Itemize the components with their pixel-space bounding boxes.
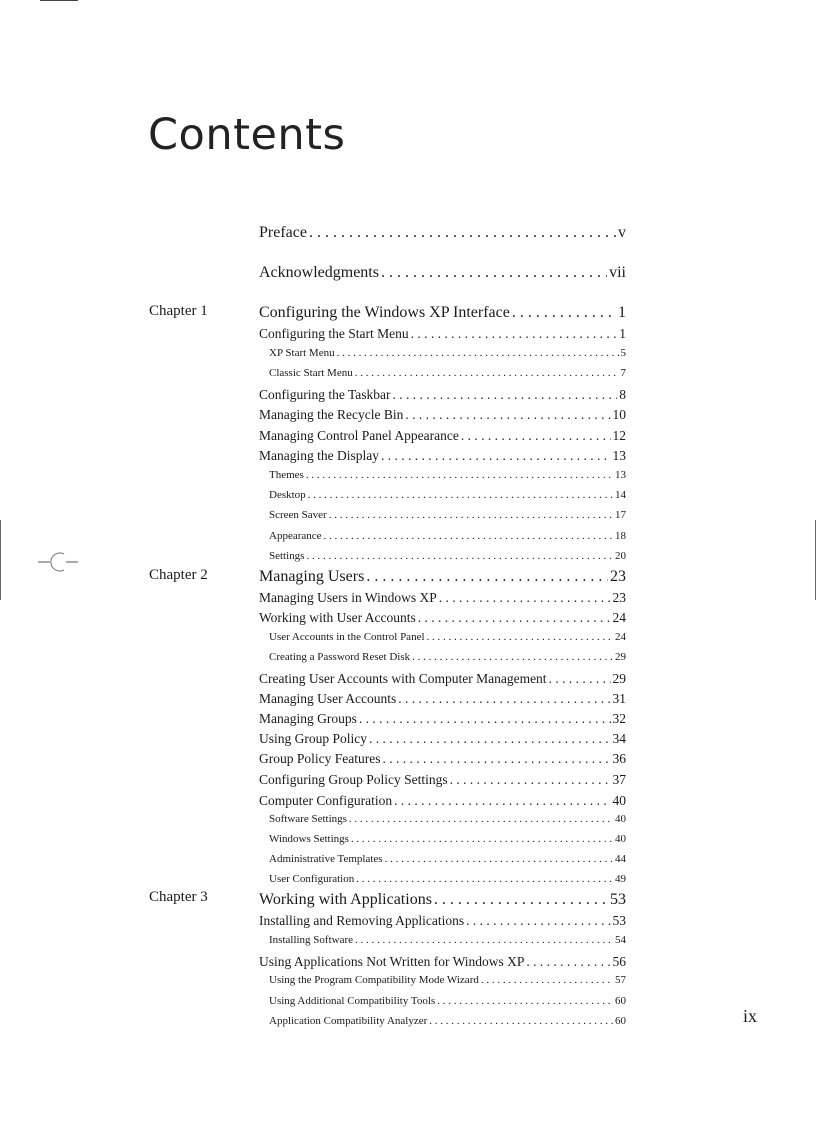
toc-entry-page: 18 xyxy=(615,530,626,542)
dot-leader xyxy=(366,568,608,586)
toc-entry-page: 40 xyxy=(615,833,626,845)
toc-entry xyxy=(259,934,626,946)
dot-leader xyxy=(437,995,613,1007)
chapter-2-label: Chapter 2 xyxy=(149,567,208,583)
dot-leader xyxy=(526,954,610,970)
toc-entry-title: Working with User Accounts xyxy=(259,610,416,625)
toc-entry xyxy=(259,367,626,379)
toc-entry-title: User Configuration xyxy=(269,873,355,885)
toc-entry-page: 1 xyxy=(618,304,626,321)
toc-entry-page: 1 xyxy=(619,326,626,341)
toc-entry-title: Windows Settings xyxy=(269,833,349,845)
dot-leader xyxy=(306,469,613,481)
dot-leader xyxy=(309,224,616,242)
dot-leader xyxy=(461,428,611,444)
toc-entry-title: Appearance xyxy=(269,530,322,542)
toc-entry xyxy=(259,550,626,562)
toc-entry-page: 13 xyxy=(612,448,626,463)
dot-leader xyxy=(355,934,613,946)
toc-entry xyxy=(259,469,626,481)
toc-entry-page: vii xyxy=(609,264,626,281)
toc-entry-page: 37 xyxy=(612,772,626,787)
toc-entry-page: 44 xyxy=(615,853,626,865)
toc-entry-title: Acknowledgments xyxy=(259,264,379,281)
dot-leader xyxy=(439,590,611,606)
toc-entry-page: 53 xyxy=(610,891,626,908)
dot-leader xyxy=(382,751,610,767)
toc-entry xyxy=(259,407,626,423)
toc-entry xyxy=(259,793,626,809)
toc-entry xyxy=(259,264,626,282)
toc-entry xyxy=(259,913,626,929)
dot-leader xyxy=(324,530,613,542)
toc-entry xyxy=(259,387,626,403)
dot-leader xyxy=(394,793,610,809)
dot-leader xyxy=(418,610,611,626)
toc-entry xyxy=(259,813,626,825)
toc-entry-title: Using Additional Compatibility Tools xyxy=(269,995,436,1007)
toc-entry-page: 49 xyxy=(615,873,626,885)
page-title: Contents xyxy=(148,110,346,160)
dot-leader xyxy=(356,873,613,885)
toc-entry-title: Managing Control Panel Appearance xyxy=(259,428,459,443)
toc-entry-page: 29 xyxy=(612,671,626,686)
toc-entry-page: 60 xyxy=(615,1015,626,1027)
toc-entry-page: v xyxy=(618,224,626,241)
dot-leader xyxy=(359,711,611,727)
toc-entry xyxy=(259,711,626,727)
toc-entry xyxy=(259,671,626,687)
toc-entry-page: 17 xyxy=(615,509,626,521)
toc-entry-page: 14 xyxy=(615,489,626,501)
toc-entry-title: Managing Groups xyxy=(259,711,357,726)
toc-entry-page: 8 xyxy=(619,387,626,402)
toc-entry xyxy=(259,751,626,767)
toc-entry xyxy=(259,224,626,242)
toc-entry xyxy=(259,873,626,885)
dot-leader xyxy=(398,691,610,707)
page-number: ix xyxy=(743,1006,758,1026)
toc-entry-page: 36 xyxy=(612,751,626,766)
toc-entry xyxy=(259,530,626,542)
dot-leader xyxy=(351,833,613,845)
toc-entry-page: 24 xyxy=(615,631,626,643)
toc-entry-title: Application Compatibility Analyzer xyxy=(269,1015,428,1027)
toc-entry xyxy=(259,631,626,643)
toc-entry-page: 57 xyxy=(615,974,626,986)
toc-entry-title: Working with Applications xyxy=(259,891,432,908)
dot-leader xyxy=(329,509,613,521)
toc-entry xyxy=(259,347,626,359)
toc-entry-title: Using Group Policy xyxy=(259,731,367,746)
dot-leader xyxy=(412,651,613,663)
toc-entry-page: 56 xyxy=(612,954,626,969)
toc-entry-page: 20 xyxy=(615,550,626,562)
toc-entry xyxy=(259,853,626,865)
toc-entry xyxy=(259,568,626,586)
toc-entry-title: Installing Software xyxy=(269,934,354,946)
toc-entry-title: Installing and Removing Applications xyxy=(259,913,465,928)
toc-entry xyxy=(259,428,626,444)
toc-entry-page: 7 xyxy=(620,367,626,379)
dot-leader xyxy=(381,264,607,282)
toc-entry-title: Settings xyxy=(269,550,305,562)
dot-leader xyxy=(549,671,611,687)
dot-leader xyxy=(393,387,618,403)
chapter-1-label: Chapter 1 xyxy=(149,303,208,319)
toc-entry xyxy=(259,691,626,707)
dot-leader xyxy=(306,550,613,562)
toc-entry-title: Preface xyxy=(259,224,307,241)
toc-entry-title: Creating User Accounts with Computer Management xyxy=(259,671,547,686)
toc-entry-page: 54 xyxy=(615,934,626,946)
dot-leader xyxy=(381,448,611,464)
toc-entry-page: 32 xyxy=(612,711,626,726)
dot-leader xyxy=(450,772,611,788)
chapter-3-label: Chapter 3 xyxy=(149,889,208,905)
dot-leader xyxy=(369,731,611,747)
dot-leader xyxy=(429,1015,613,1027)
toc-entry-title: XP Start Menu xyxy=(269,347,335,359)
toc-entry-title: Configuring the Taskbar xyxy=(259,387,391,402)
toc-entry-page: 53 xyxy=(612,913,626,928)
toc-entry-title: Classic Start Menu xyxy=(269,367,353,379)
toc-entry-title: Configuring Group Policy Settings xyxy=(259,772,448,787)
toc-entry-title: Configuring the Start Menu xyxy=(259,326,409,341)
toc-entry-title: Themes xyxy=(269,469,304,481)
toc-entry xyxy=(259,954,626,970)
dot-leader xyxy=(355,367,619,379)
toc-entry-title: Managing Users in Windows XP xyxy=(259,590,437,605)
toc-entry-title: Administrative Templates xyxy=(269,853,383,865)
toc-entry xyxy=(259,891,626,909)
toc-entry-page: 23 xyxy=(612,590,626,605)
toc-entry-page: 31 xyxy=(612,691,626,706)
toc-entry-title: Using Applications Not Written for Windows XP xyxy=(259,954,525,969)
toc-entry xyxy=(259,304,626,322)
toc-entry-title: Managing User Accounts xyxy=(259,691,397,706)
toc-entry-title: Group Policy Features xyxy=(259,751,381,766)
toc-entry-title: Creating a Password Reset Disk xyxy=(269,651,411,663)
toc-entry-title: User Accounts in the Control Panel xyxy=(269,631,425,643)
toc-entry xyxy=(259,509,626,521)
toc-entry-page: 40 xyxy=(612,793,626,808)
toc-entry xyxy=(259,731,626,747)
toc-entry xyxy=(259,590,626,606)
toc-entry xyxy=(259,651,626,663)
toc-entry-title: Screen Saver xyxy=(269,509,327,521)
toc-entry xyxy=(259,995,626,1007)
toc-entry xyxy=(259,326,626,342)
toc-entry-page: 10 xyxy=(612,407,626,422)
toc-entry xyxy=(259,833,626,845)
toc-entry-title: Software Settings xyxy=(269,813,347,825)
toc-entry-page: 5 xyxy=(620,347,626,359)
toc-entry xyxy=(259,974,626,986)
toc-entry-title: Managing the Recycle Bin xyxy=(259,407,404,422)
toc-entry xyxy=(259,448,626,464)
toc-entry-page: 34 xyxy=(612,731,626,746)
dot-leader xyxy=(512,304,616,322)
toc-entry-page: 12 xyxy=(612,428,626,443)
dot-leader xyxy=(466,913,610,929)
dot-leader xyxy=(349,813,613,825)
toc-entry xyxy=(259,1015,626,1027)
dot-leader xyxy=(434,891,608,909)
dot-leader xyxy=(385,853,613,865)
toc-entry-title: Computer Configuration xyxy=(259,793,393,808)
toc-entry-page: 29 xyxy=(615,651,626,663)
toc-entry-page: 60 xyxy=(615,995,626,1007)
toc-entry-page: 13 xyxy=(615,469,626,481)
toc-entry-title: Configuring the Windows XP Interface xyxy=(259,304,510,321)
dot-leader xyxy=(337,347,619,359)
toc-entry-title: Desktop xyxy=(269,489,306,501)
toc-entry xyxy=(259,489,626,501)
dot-leader xyxy=(411,326,618,342)
toc-entry-page: 23 xyxy=(610,568,626,585)
toc-entry-title: Managing Users xyxy=(259,568,365,585)
toc-entry-page: 40 xyxy=(615,813,626,825)
toc-entry xyxy=(259,772,626,788)
toc-entry-title: Managing the Display xyxy=(259,448,379,463)
toc-entry xyxy=(259,610,626,626)
dot-leader xyxy=(481,974,613,986)
dot-leader xyxy=(405,407,610,423)
dot-leader xyxy=(308,489,613,501)
toc-entry-page: 24 xyxy=(612,610,626,625)
toc-entry-title: Using the Program Compatibility Mode Wizard xyxy=(269,974,479,986)
dot-leader xyxy=(427,631,613,643)
